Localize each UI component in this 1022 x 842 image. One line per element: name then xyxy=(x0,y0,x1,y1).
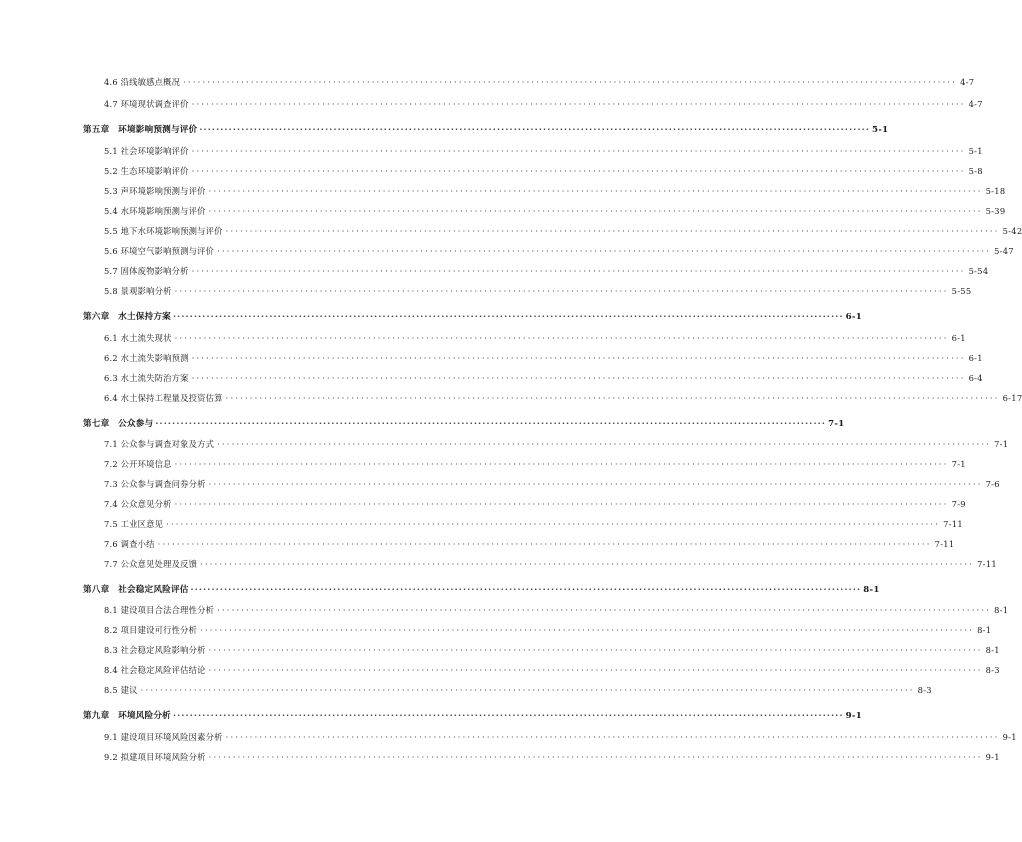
toc-chapter-entry[interactable] xyxy=(83,584,880,596)
toc-dot-leader: ································································································································································ xyxy=(208,752,983,762)
toc-section-entry[interactable] xyxy=(104,245,1014,257)
toc-section-entry[interactable] xyxy=(104,372,983,384)
toc-dot-leader: ································································································································································ xyxy=(225,732,1000,742)
toc-dot-leader: ································································································································································ xyxy=(217,439,992,449)
toc-dot-leader: ································································································································································ xyxy=(174,459,949,469)
toc-section-entry[interactable] xyxy=(104,731,1017,743)
toc-entry-page-number: 6-1 xyxy=(951,333,966,343)
toc-dot-leader: ································································································································································ xyxy=(217,246,992,256)
toc-entry-page-number: 7-9 xyxy=(951,499,966,509)
toc-dot-leader: ································································································································································ xyxy=(208,206,983,216)
toc-entry-title: 第五章 环境影响预测与评价 xyxy=(83,125,198,135)
toc-section-entry[interactable] xyxy=(104,265,989,277)
toc-entry-title: 7.4 公众意见分析 xyxy=(104,499,172,509)
toc-section-entry[interactable] xyxy=(104,751,1000,763)
toc-entry-title: 7.6 调查小结 xyxy=(104,539,155,549)
toc-entry-title: 5.1 社会环境影响评价 xyxy=(104,146,189,156)
toc-entry-page-number: 5-18 xyxy=(985,186,1006,196)
toc-section-entry[interactable] xyxy=(104,664,1000,676)
toc-dot-leader: ································································································································································ xyxy=(190,585,862,595)
toc-entry-title: 8.5 建议 xyxy=(104,685,138,695)
toc-entry-page-number: 4-7 xyxy=(960,77,975,87)
toc-chapter-entry[interactable] xyxy=(83,311,863,323)
toc-section-entry[interactable] xyxy=(104,76,975,88)
toc-dot-leader: ································································································································································ xyxy=(208,186,983,196)
toc-dot-leader: ································································································································································ xyxy=(140,685,915,695)
toc-dot-leader: ································································································································································ xyxy=(200,559,975,569)
toc-entry-title: 第八章 社会稳定风险评估 xyxy=(83,585,189,595)
toc-entry-page-number: 7-1 xyxy=(951,459,966,469)
toc-entry-title: 7.7 公众意见处理及反馈 xyxy=(104,559,198,569)
toc-entry-page-number: 5-1 xyxy=(968,146,983,156)
toc-chapter-entry[interactable] xyxy=(83,124,889,136)
toc-section-entry[interactable] xyxy=(104,145,983,157)
toc-entry-page-number: 8-1 xyxy=(994,605,1009,615)
toc-dot-leader: ································································································································································ xyxy=(225,393,1000,403)
toc-section-entry[interactable] xyxy=(104,518,963,530)
toc-entry-page-number: 7-11 xyxy=(977,559,997,569)
toc-dot-leader: ································································································································································ xyxy=(172,312,844,322)
toc-section-entry[interactable] xyxy=(104,285,972,297)
toc-dot-leader: ································································································································································ xyxy=(191,166,966,176)
toc-chapter-entry[interactable] xyxy=(83,418,845,430)
toc-entry-page-number: 5-55 xyxy=(951,286,972,296)
toc-dot-leader: ································································································································································ xyxy=(172,711,844,721)
toc-entry-page-number: 7-1 xyxy=(828,419,845,429)
toc-dot-leader: ································································································································································ xyxy=(166,519,941,529)
toc-entry-title: 6.4 水土保持工程量及投资估算 xyxy=(104,393,223,403)
toc-entry-page-number: 5-54 xyxy=(968,266,989,276)
toc-entry-title: 8.2 项目建设可行性分析 xyxy=(104,625,198,635)
toc-entry-page-number: 7-11 xyxy=(943,519,963,529)
toc-section-entry[interactable] xyxy=(104,684,932,696)
toc-entry-title: 第七章 公众参与 xyxy=(83,419,154,429)
toc-entry-title: 8.3 社会稳定风险影响分析 xyxy=(104,645,206,655)
toc-entry-page-number: 8-1 xyxy=(863,585,880,595)
toc-entry-title: 7.3 公众参与调查问券分析 xyxy=(104,479,206,489)
toc-section-entry[interactable] xyxy=(104,98,983,110)
toc-dot-leader: ································································································································································ xyxy=(157,539,932,549)
toc-entry-title: 7.5 工业区意见 xyxy=(104,519,164,529)
toc-entry-title: 9.2 拟建项目环境风险分析 xyxy=(104,752,206,762)
toc-entry-page-number: 8-1 xyxy=(977,625,992,635)
toc-entry-page-number: 8-1 xyxy=(985,645,1000,655)
toc-entry-title: 8.1 建设项目合法合理性分析 xyxy=(104,605,215,615)
toc-section-entry[interactable] xyxy=(104,352,983,364)
toc-section-entry[interactable] xyxy=(104,205,1006,217)
toc-entry-title: 6.2 水土流失影响预测 xyxy=(104,353,189,363)
toc-dot-leader: ································································································································································ xyxy=(208,645,983,655)
toc-entry-page-number: 7-11 xyxy=(934,539,955,549)
toc-entry-title: 5.5 地下水环境影响预测与评价 xyxy=(104,226,223,236)
toc-section-entry[interactable] xyxy=(104,185,1006,197)
toc-chapter-entry[interactable] xyxy=(83,710,863,722)
toc-section-entry[interactable] xyxy=(104,604,1009,616)
toc-section-entry[interactable] xyxy=(104,624,992,636)
toc-section-entry[interactable] xyxy=(104,458,966,470)
toc-entry-page-number: 6-4 xyxy=(968,373,983,383)
toc-entry-title: 5.6 环境空气影响预测与评价 xyxy=(104,246,215,256)
toc-entry-title: 7.1 公众参与调查对象及方式 xyxy=(104,439,215,449)
toc-section-entry[interactable] xyxy=(104,478,1000,490)
toc-section-entry[interactable] xyxy=(104,225,1022,237)
toc-entry-page-number: 9-1 xyxy=(1002,732,1017,742)
toc-entry-page-number: 5-8 xyxy=(968,166,983,176)
toc-entry-title: 7.2 公开环境信息 xyxy=(104,459,172,469)
toc-section-entry[interactable] xyxy=(104,332,966,344)
toc-section-entry[interactable] xyxy=(104,538,955,550)
toc-entry-title: 第六章 水土保持方案 xyxy=(83,312,171,322)
toc-dot-leader: ································································································································································ xyxy=(183,77,958,87)
toc-dot-leader: ································································································································································ xyxy=(217,605,992,615)
toc-dot-leader: ································································································································································ xyxy=(225,226,1000,236)
toc-section-entry[interactable] xyxy=(104,558,997,570)
toc-entry-title: 9.1 建设项目环境风险因素分析 xyxy=(104,732,223,742)
toc-entry-page-number: 8-3 xyxy=(985,665,1000,675)
toc-section-entry[interactable] xyxy=(104,438,1009,450)
toc-dot-leader: ································································································································································ xyxy=(174,286,949,296)
toc-dot-leader: ································································································································································ xyxy=(208,665,983,675)
toc-dot-leader: ································································································································································ xyxy=(191,146,966,156)
toc-entry-title: 5.3 声环境影响预测与评价 xyxy=(104,186,206,196)
toc-entry-page-number: 6-1 xyxy=(845,312,863,322)
toc-dot-leader: ································································································································································ xyxy=(199,125,871,135)
toc-dot-leader: ································································································································································ xyxy=(174,333,949,343)
toc-dot-leader: ································································································································································ xyxy=(174,499,949,509)
toc-section-entry[interactable] xyxy=(104,498,966,510)
toc-section-entry[interactable] xyxy=(104,165,983,177)
toc-entry-page-number: 5-42 xyxy=(1002,226,1022,236)
toc-entry-page-number: 9-1 xyxy=(845,711,863,721)
toc-entry-title: 5.2 生态环境影响评价 xyxy=(104,166,189,176)
toc-entry-page-number: 5-47 xyxy=(994,246,1014,256)
toc-entry-title: 6.3 水土流失防治方案 xyxy=(104,373,189,383)
toc-entry-page-number: 5-1 xyxy=(872,125,889,135)
toc-entry-page-number: 7-1 xyxy=(994,439,1009,449)
toc-entry-title: 4.6 沿线敏感点概况 xyxy=(104,77,181,87)
toc-entry-page-number: 6-17 xyxy=(1002,393,1022,403)
toc-entry-page-number: 6-1 xyxy=(968,353,983,363)
toc-entry-title: 5.8 景观影响分析 xyxy=(104,286,172,296)
toc-entry-title: 5.4 水环境影响预测与评价 xyxy=(104,206,206,216)
toc-section-entry[interactable] xyxy=(104,644,1000,656)
toc-section-entry[interactable] xyxy=(104,392,1022,404)
toc-dot-leader: ································································································································································ xyxy=(191,353,966,363)
toc-entry-page-number: 7-6 xyxy=(985,479,1000,489)
toc-entry-title: 8.4 社会稳定风险评估结论 xyxy=(104,665,206,675)
toc-dot-leader: ································································································································································ xyxy=(200,625,975,635)
toc-entry-page-number: 9-1 xyxy=(985,752,1000,762)
toc-entry-page-number: 4-7 xyxy=(968,99,983,109)
toc-dot-leader: ································································································································································ xyxy=(191,373,966,383)
toc-entry-page-number: 8-3 xyxy=(917,685,932,695)
toc-dot-leader: ································································································································································ xyxy=(155,419,827,429)
toc-dot-leader: ································································································································································ xyxy=(208,479,983,489)
toc-dot-leader: ································································································································································ xyxy=(191,99,966,109)
toc-entry-title: 第九章 环境风险分析 xyxy=(83,711,171,721)
toc-entry-title: 4.7 环境现状调查评价 xyxy=(104,99,189,109)
toc-entry-page-number: 5-39 xyxy=(985,206,1006,216)
toc-entry-title: 6.1 水土流失现状 xyxy=(104,333,172,343)
toc-entry-title: 5.7 固体废物影响分析 xyxy=(104,266,189,276)
toc-dot-leader: ································································································································································ xyxy=(191,266,966,276)
